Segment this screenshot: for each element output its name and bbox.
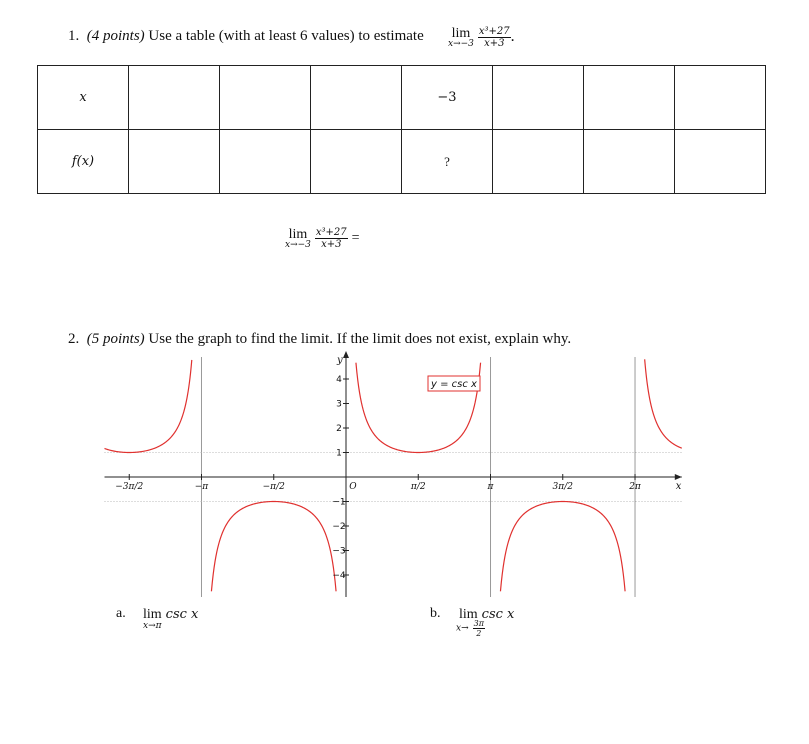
q1-points: (4 points) bbox=[86, 28, 145, 44]
answer-lim-sub: x→−3 bbox=[285, 240, 311, 250]
y-tick-label: 4 bbox=[336, 375, 342, 385]
x-axis-arrow bbox=[675, 474, 682, 480]
part-b bbox=[430, 606, 441, 622]
q1-lim-sub: x→−3 bbox=[448, 39, 474, 49]
table-row-label: x bbox=[38, 66, 129, 130]
part-b-sub-den: 2 bbox=[476, 629, 482, 638]
q2-number: 2. bbox=[68, 331, 80, 347]
x-tick-label: −π bbox=[194, 482, 209, 492]
part-a-func: csc x bbox=[165, 607, 199, 622]
answer-equals: = bbox=[351, 230, 360, 246]
part-a-label: a. bbox=[116, 606, 126, 621]
y-tick-label: −1 bbox=[332, 497, 346, 508]
y-tick-label: 1 bbox=[336, 448, 342, 459]
x-axis-label: x bbox=[675, 481, 682, 492]
part-b-label: b. bbox=[430, 606, 441, 621]
table-cell: −3 bbox=[402, 66, 493, 130]
legend-text: y = csc x bbox=[431, 379, 477, 390]
x-tick-label: π/2 bbox=[410, 482, 426, 492]
part-a-lim: lim bbox=[143, 607, 162, 622]
y-tick-label: 3 bbox=[336, 399, 342, 410]
q1-lim-word: lim bbox=[451, 26, 471, 41]
axes bbox=[105, 351, 682, 597]
q1-numerator: x³+27 bbox=[478, 26, 510, 37]
x-tick-label: 3π/2 bbox=[552, 482, 573, 492]
y-axis-arrow bbox=[343, 351, 349, 358]
x-tick-label: π bbox=[487, 482, 494, 492]
part-a-limit bbox=[143, 605, 199, 631]
q1-text: Use a table (with at least 6 values) to estimate bbox=[148, 28, 424, 44]
legend-box bbox=[428, 376, 480, 391]
csc-curves bbox=[105, 359, 682, 591]
x-tick-label: −π/2 bbox=[262, 482, 285, 492]
answer-numerator: x³+27 bbox=[315, 227, 347, 238]
x-tick-label: −3π/2 bbox=[115, 482, 144, 492]
q1-denominator: x+3 bbox=[484, 38, 505, 49]
table-cell: ? bbox=[402, 130, 493, 194]
part-a bbox=[116, 606, 126, 622]
y-tick-label: −3 bbox=[332, 546, 346, 557]
csc-branch bbox=[645, 359, 682, 448]
part-b-func: csc x bbox=[481, 607, 515, 622]
answer-denominator: x+3 bbox=[321, 239, 342, 250]
q1-number: 1. bbox=[68, 28, 80, 44]
x-tick-label: 2π bbox=[629, 482, 641, 492]
q1-period: . bbox=[510, 28, 515, 46]
q2-text: Use the graph to find the limit. If the limit does not exist, explain why. bbox=[148, 331, 572, 347]
csc-branch bbox=[105, 360, 192, 453]
y-tick-label: −4 bbox=[332, 571, 346, 581]
part-b-sub-num: 3π bbox=[473, 619, 484, 628]
part-b-sub-frac bbox=[473, 619, 485, 638]
answer-lim-word: lim bbox=[288, 227, 308, 242]
part-b-lim: lim bbox=[459, 607, 478, 622]
y-tick-label: 2 bbox=[336, 424, 342, 434]
part-b-sub-prefix: x→ bbox=[456, 623, 469, 634]
y-axis-label: y bbox=[337, 354, 343, 366]
q2-points: (5 points) bbox=[86, 331, 145, 347]
part-b-sub bbox=[456, 619, 485, 638]
tick-labels bbox=[115, 355, 682, 581]
part-a-sub: x→π bbox=[143, 621, 162, 631]
csc-branch bbox=[211, 502, 336, 592]
y-tick-label: −2 bbox=[332, 522, 346, 532]
x-tick-label: O bbox=[349, 482, 357, 492]
table-row-label: f(x) bbox=[38, 130, 129, 194]
csc-branch bbox=[500, 502, 625, 592]
